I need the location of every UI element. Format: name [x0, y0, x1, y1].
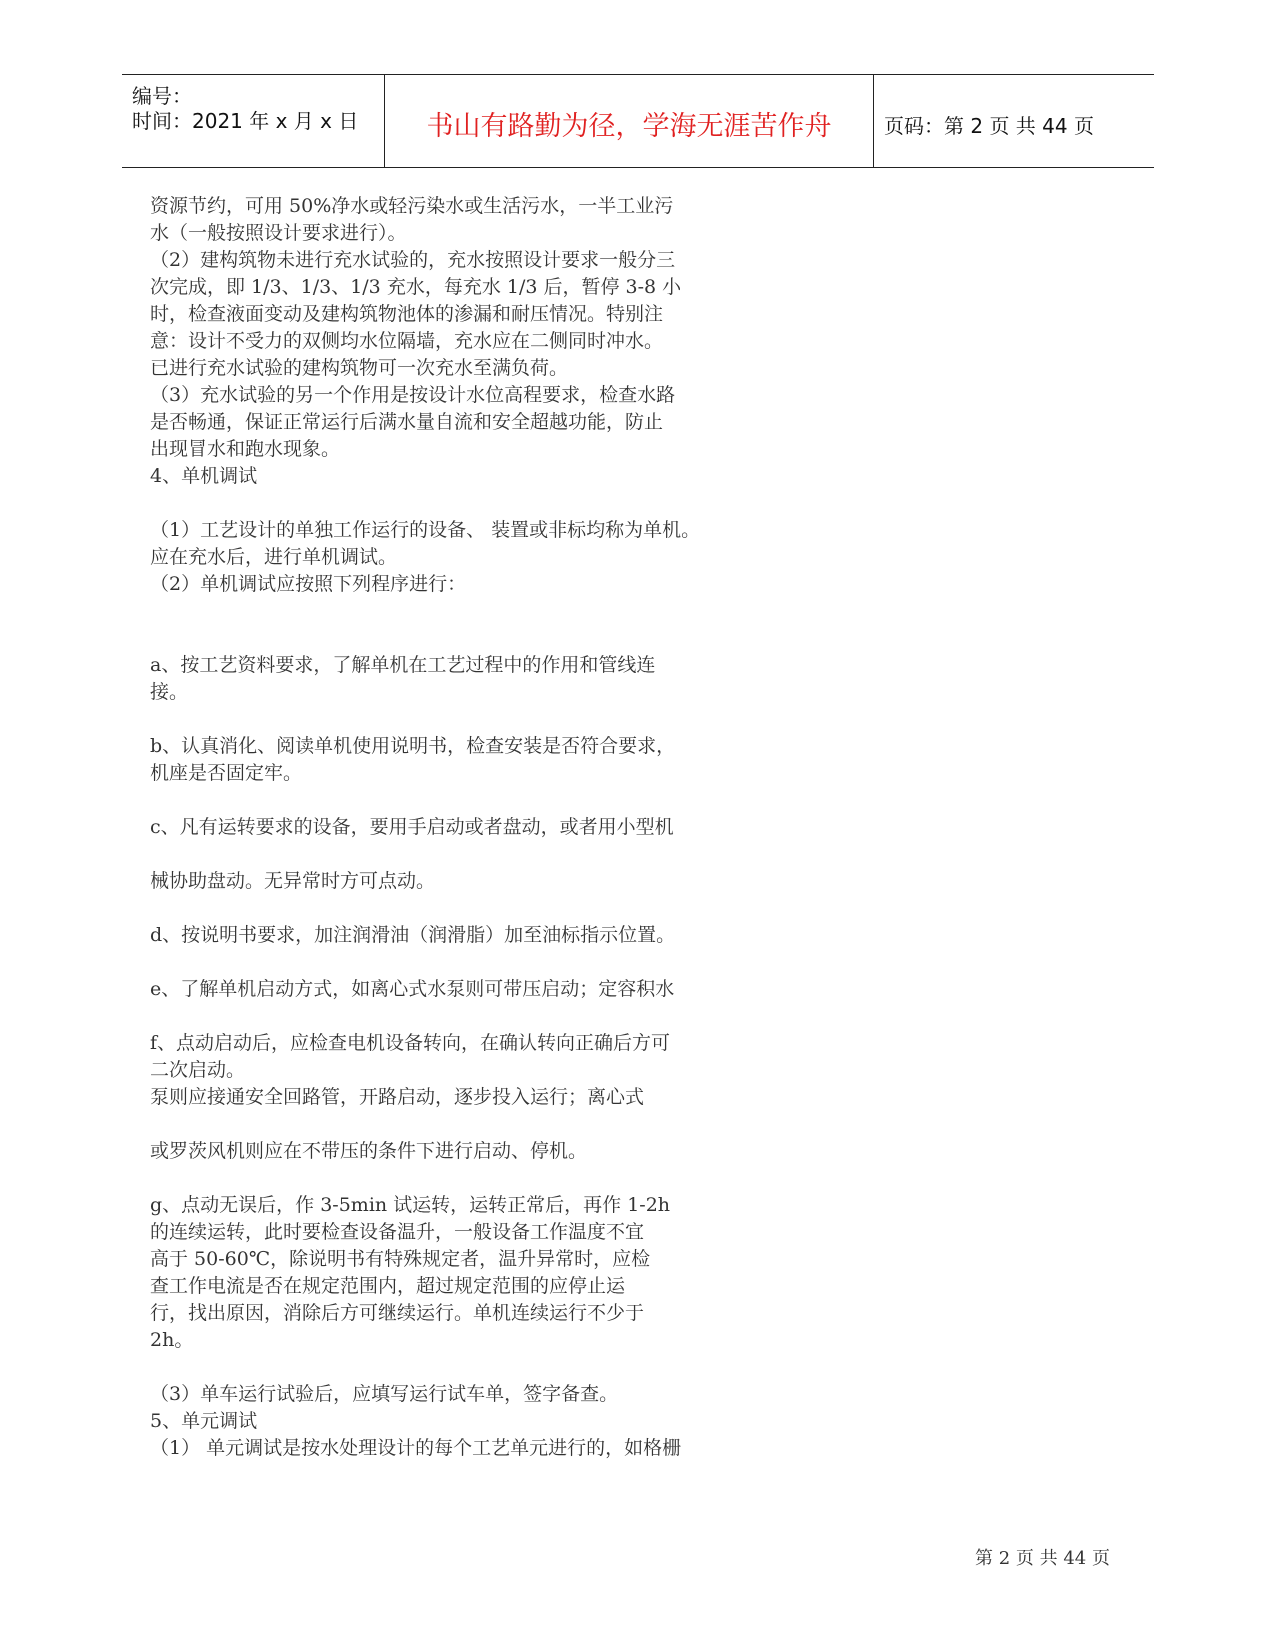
- body-text-line: 泵则应接通安全回路管，开路启动，逐步投入运行；离心式: [150, 1086, 645, 1108]
- body-text-line: e、了解单机启动方式，如离心式水泵则可带压启动；定容积水: [150, 978, 675, 1000]
- body-text-line: c、凡有运转要求的设备，要用手启动或者盘动，或者用小型机: [150, 816, 674, 838]
- body-text-line: b、认真消化、阅读单机使用说明书，检查安装是否符合要求，: [150, 735, 676, 757]
- body-text-line: 机座是否固定牢。: [150, 762, 303, 784]
- body-text-line: （3）单车运行试验后，应填写运行试车单，签字备查。: [150, 1383, 619, 1405]
- body-text-line: （2）建构筑物未进行充水试验的，充水按照设计要求一般分三: [150, 249, 676, 271]
- document-number-label: 编号：: [132, 84, 192, 108]
- body-text-line: 械协助盘动。无异常时方可点动。: [150, 870, 436, 892]
- body-text-line: 2h。: [150, 1329, 194, 1351]
- document-time-label: 时间：2021 年 x 月 x 日: [132, 109, 359, 133]
- page-header: [122, 74, 1154, 168]
- body-text-line: 是否畅通，保证正常运行后满水量自流和安全超越功能，防止: [150, 411, 664, 433]
- body-text-line: 接。: [150, 681, 189, 703]
- body-text-line: f、点动启动后，应检查电机设备转向，在确认转向正确后方可: [150, 1032, 671, 1054]
- body-text-line: a、按工艺资料要求，了解单机在工艺过程中的作用和管线连: [150, 654, 656, 676]
- page-footer: 第 2 页 共 44 页: [975, 1548, 1110, 1569]
- body-text-line: 4、单机调试: [150, 465, 258, 487]
- body-text-line: 高于 50-60℃，除说明书有特殊规定者，温升异常时，应检: [150, 1248, 651, 1270]
- body-text-line: 或罗茨风机则应在不带压的条件下进行启动、停机。: [150, 1140, 588, 1162]
- body-text-line: 应在充水后，进行单机调试。: [150, 546, 398, 568]
- body-text-line: 5、单元调试: [150, 1410, 258, 1432]
- body-text-line: 意：设计不受力的双侧均水位隔墙，充水应在二侧同时冲水。: [150, 330, 664, 352]
- body-text-line: g、点动无误后，作 3-5min 试运转，运转正常后，再作 1-2h: [150, 1194, 671, 1216]
- body-text-line: d、按说明书要求，加注润滑油（润滑脂）加至油标指示位置。: [150, 924, 676, 946]
- body-text-line: （1） 单元调试是按水处理设计的每个工艺单元进行的，如格栅: [150, 1437, 682, 1459]
- header-page-cell: [874, 75, 1154, 167]
- header-motto: 书山有路勤为径，学海无涯苦作舟: [426, 111, 832, 142]
- body-text-line: 二次启动。: [150, 1059, 246, 1081]
- body-text-line: 次完成，即 1/3、1/3、1/3 充水，每充水 1/3 后，暂停 3-8 小: [150, 276, 682, 298]
- header-page-code: 页码：第 2 页 共 44 页: [884, 114, 1094, 138]
- body-text-line: （2）单机调试应按照下列程序进行：: [150, 573, 467, 595]
- body-text-line: 出现冒水和跑水现象。: [150, 438, 341, 460]
- body-text-line: 时，检查液面变动及建构筑物池体的渗漏和耐压情况。特别注: [150, 303, 664, 325]
- document-body: [150, 193, 850, 1462]
- body-text-line: （3）充水试验的另一个作用是按设计水位高程要求，检查水路: [150, 384, 676, 406]
- body-text-line: 资源节约，可用 50%净水或轻污染水或生活污水，一半工业污: [150, 195, 674, 217]
- body-text-line: 已进行充水试验的建构筑物可一次充水至满负荷。: [150, 357, 569, 379]
- body-text-line: 水（一般按照设计要求进行）。: [150, 222, 407, 244]
- header-motto-cell: [385, 75, 874, 167]
- body-text-line: 查工作电流是否在规定范围内，超过规定范围的应停止运: [150, 1275, 626, 1297]
- body-text-line: （1）工艺设计的单独工作运行的设备、 装置或非标均称为单机。: [150, 519, 701, 541]
- body-text-line: 的连续运转，此时要检查设备温升，一般设备工作温度不宜: [150, 1221, 645, 1243]
- header-meta-cell: [122, 75, 385, 167]
- body-text-line: 行，找出原因，消除后方可继续运行。单机连续运行不少于: [150, 1302, 645, 1324]
